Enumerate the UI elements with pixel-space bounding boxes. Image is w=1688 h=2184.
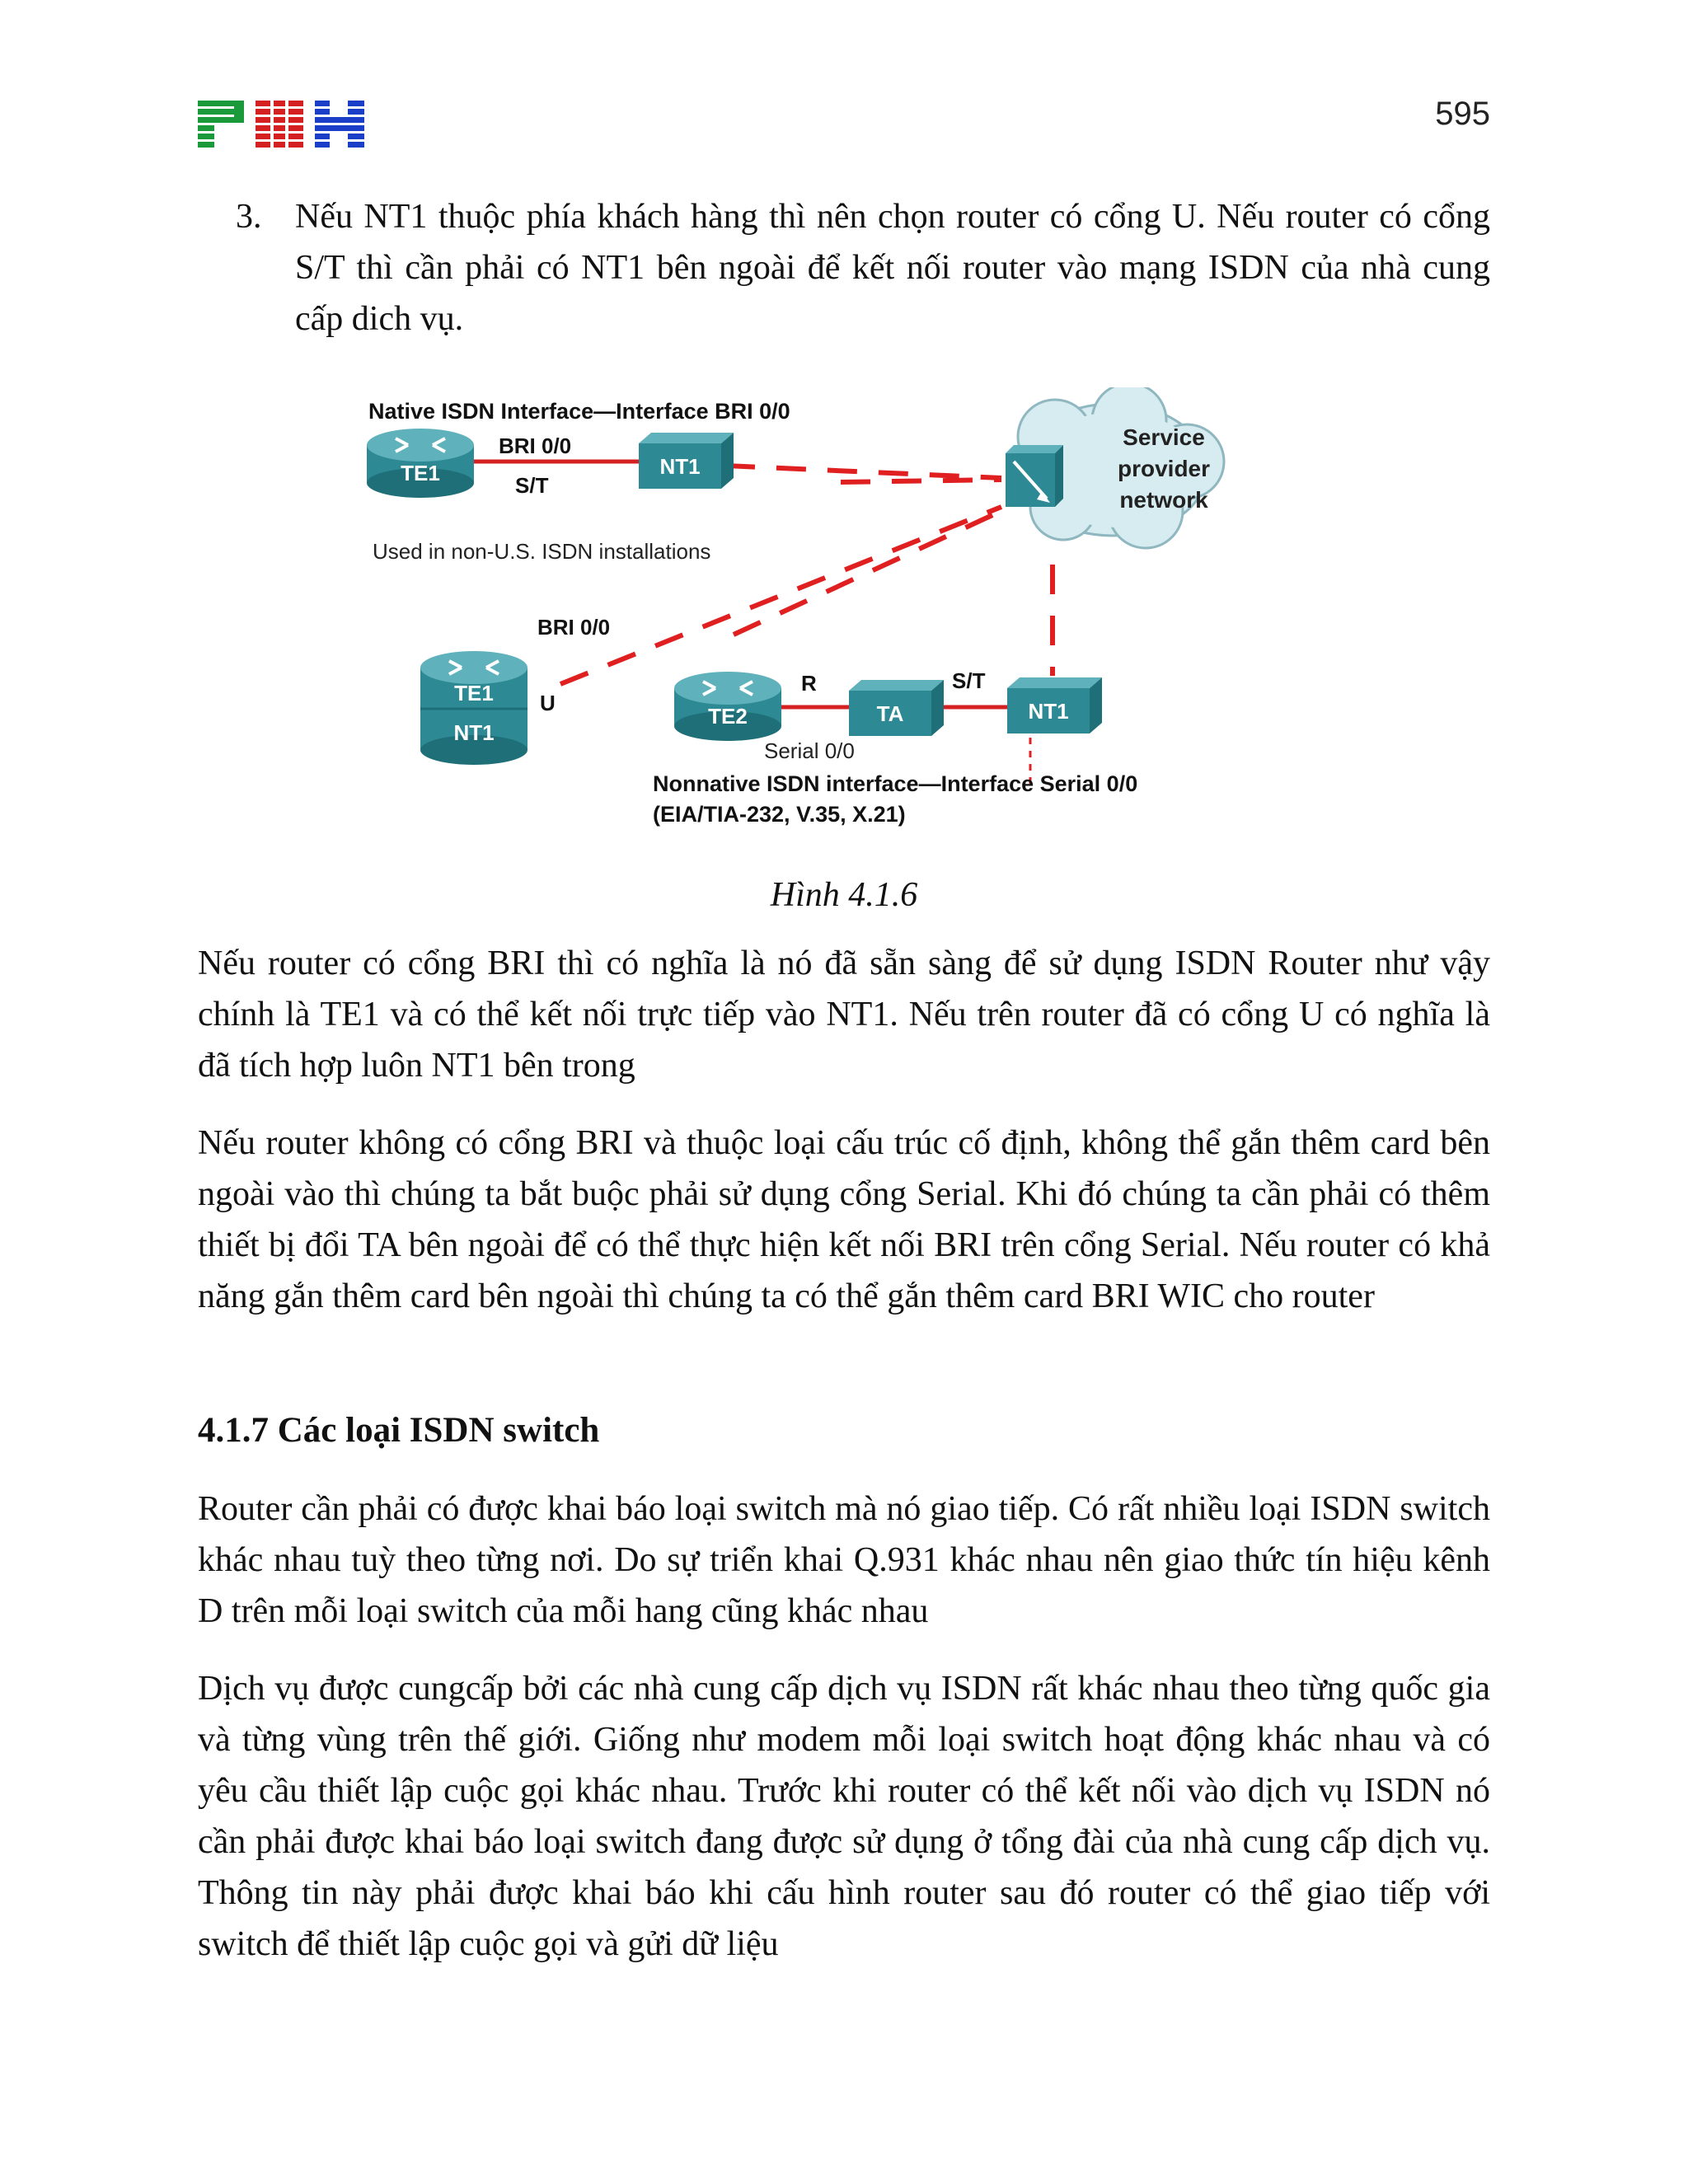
serial-label: Serial 0/0 [764, 738, 855, 763]
wan-links [560, 466, 1053, 684]
paragraph-text: Nếu router có cổng BRI thì có nghĩa là nó đã sẵn sàng để sử dụng ISDN Router như vậy chính là TE1 và có thể kết nối trực tiếp vào NT1. Nếu trên router đã có cổng U có nghĩa là đã tích hợp luôn NT1 bên trong [198, 944, 1490, 1085]
list-item-3 [236, 191, 1490, 344]
list-number: 3. [236, 198, 262, 236]
nt1-top-label: NT1 [659, 454, 701, 479]
fig-title-native: Native ISDN Interface—Interface BRI 0/0 [368, 399, 790, 424]
router-te1-nt1-icon [420, 651, 528, 765]
figure-caption: Hình 4.1.6 [770, 876, 918, 914]
section-heading: 4.1.7 Các loại ISDN switch [198, 1411, 600, 1450]
paragraph-text: Nếu router không có cổng BRI và thuộc loại cấu trúc cố định, không thể gắn thêm card bên ngoài vào thì chúng ta bắt buộc phải sử dụng cổng Serial. Khi đó chúng ta cần phải có thêm thiết bị đổi TA bên ngoài để có thể thực hiện kết nối BRI trên cổng Serial. Nếu router có khả năng gắn thêm card bên ngoài thì chúng ta có thể gắn thêm card BRI WIC cho router [198, 1124, 1490, 1315]
te1-mid-label: TE1 [454, 681, 494, 705]
st-label-bottom: S/T [952, 668, 986, 693]
logo-letter-h [315, 101, 364, 148]
cloud-label-provider: provider [1117, 456, 1211, 481]
cloud-label-service: Service [1123, 424, 1205, 450]
paragraph-2 [198, 1118, 1490, 1322]
pnh-logo [198, 101, 364, 148]
nt1-mid-label: NT1 [453, 720, 495, 745]
logo-letter-p [198, 101, 244, 148]
bri-label-mid: BRI 0/0 [537, 615, 611, 640]
ta-label: TA [876, 701, 904, 726]
te1-top-label: TE1 [401, 461, 440, 485]
r-label: R [801, 671, 817, 696]
page-number: 595 [1435, 96, 1490, 132]
paragraph-text: Dịch vụ được cungcấp bởi các nhà cung cấp dịch vụ ISDN rất khác nhau theo từng quốc gia và từng vùng trên thế giới. Giống như modem mỗi loại switch hoạt động khác nhau và có yêu cầu thiết lập cuộc gọi khác nhau. Trước khi router có thể kết nối vào dịch vụ ISDN nó cần phải được khai báo loại switch đang được sử dụng ở tổng đài của nhà cung cấp dịch vụ. Thông tin này phải được khai báo khi cấu hình router sau đó router có thể giao tiếp với switch để thiết lập cuộc gọi và gửi dữ liệu [198, 1670, 1490, 1963]
nt1-bottom-label: NT1 [1028, 699, 1069, 724]
fig-note: Used in non-U.S. ISDN installations [373, 539, 711, 564]
paragraph-1 [198, 938, 1490, 1091]
fig-title-nonnative: Nonnative ISDN interface—Interface Serial 0/0 [653, 771, 1138, 796]
isdn-switch-icon [1006, 445, 1063, 507]
paragraph-4 [198, 1663, 1490, 1970]
isdn-interface-diagram [313, 387, 1261, 849]
list-item-text: Nếu NT1 thuộc phía khách hàng thì nên chọn router có cổng U. Nếu router có cổng S/T thì cần phải có NT1 bên ngoài để kết nối router vào mạng ISDN của nhà cung cấp dich vụ. [295, 198, 1490, 338]
paragraph-text: Router cần phải có được khai báo loại switch mà nó giao tiếp. Có rất nhiều loại ISDN switch khác nhau tuỳ theo từng nơi. Do sự triển khai Q.931 khác nhau nên giao thức tín hiệu kênh D trên mỗi loại switch của mỗi hang cũng khác nhau [198, 1490, 1490, 1630]
logo-letter-n [256, 101, 303, 148]
te2-label: TE2 [708, 704, 748, 729]
cloud-label-network: network [1119, 487, 1208, 513]
u-label: U [540, 691, 556, 715]
bri-label-top: BRI 0/0 [499, 434, 572, 458]
paragraph-3 [198, 1483, 1490, 1637]
fig-subtitle-nonnative: (EIA/TIA-232, V.35, X.21) [653, 802, 906, 827]
st-label-top: S/T [515, 473, 549, 498]
